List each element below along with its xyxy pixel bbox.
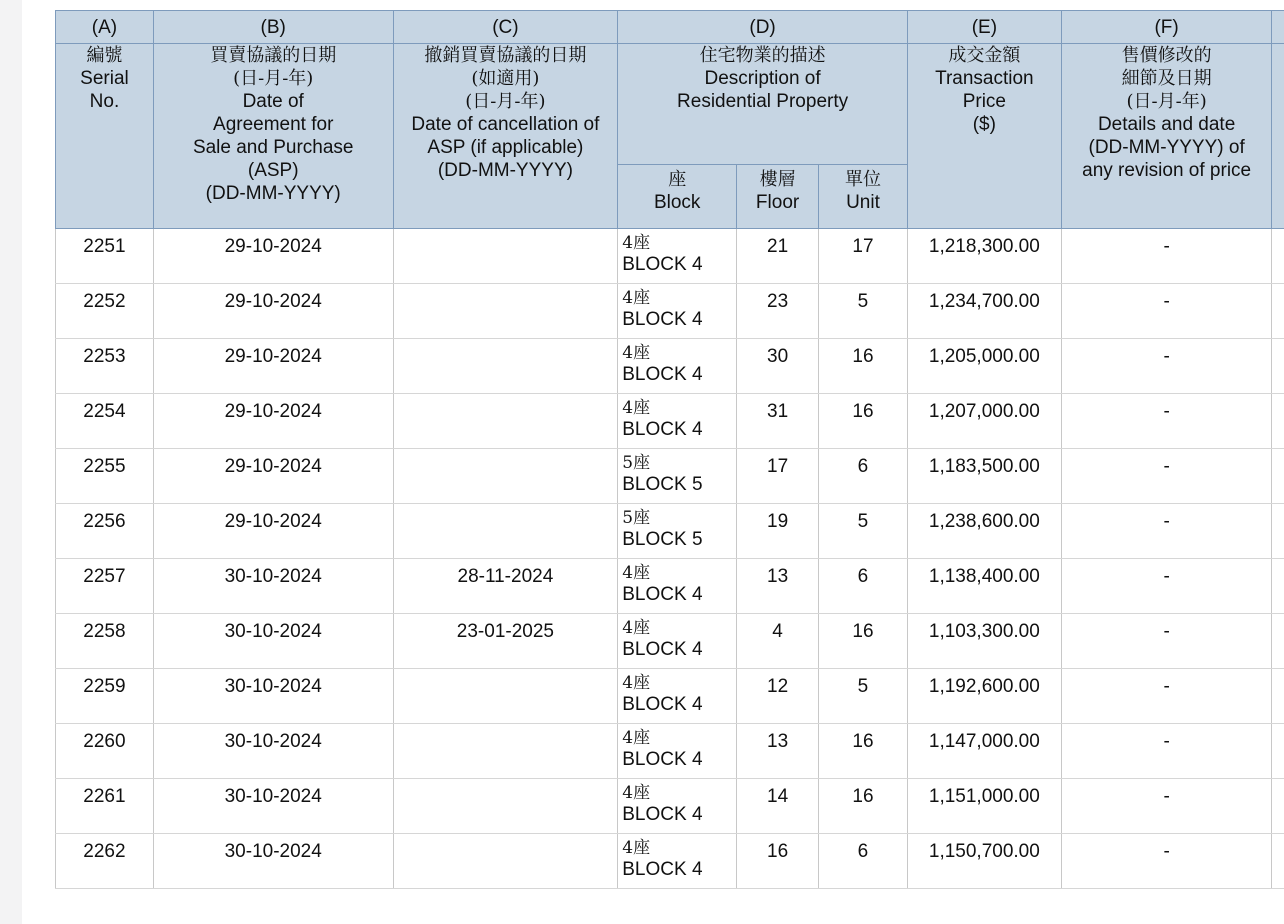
table-row [56, 504, 1284, 559]
col-c-zh-3: (日-月-年) [465, 91, 546, 112]
table-row [56, 284, 1284, 339]
unit-cell [819, 339, 908, 394]
revision-cell [1061, 669, 1272, 724]
price-cell [907, 559, 1061, 614]
col-c-en-3: (DD-MM-YYYY) [437, 160, 573, 181]
price-cell-text: 1,183,500.00 [928, 456, 1040, 477]
cancel-date-cell-text [394, 669, 618, 676]
floor-cell [737, 614, 819, 669]
unit-cell [819, 449, 908, 504]
asp-date-cell-text: 29-10-2024 [224, 236, 322, 257]
cancel-date-cell-text [394, 724, 618, 731]
asp-date-cell [153, 669, 393, 724]
col-e-en-2: Price [962, 91, 1006, 112]
col-a-en-2: No. [89, 91, 120, 112]
price-cell [907, 449, 1061, 504]
block-en: BLOCK 4 [622, 749, 703, 770]
cancel-date-cell [393, 614, 618, 669]
serial-cell [56, 339, 154, 394]
unit-cell-text: 16 [852, 401, 874, 422]
revision-cell [1061, 449, 1272, 504]
price-cell-text: 1,192,600.00 [928, 676, 1040, 697]
table-row [56, 779, 1284, 834]
block-en: BLOCK 4 [622, 419, 703, 440]
col-b-zh-1: 買賣協議的日期 [210, 45, 337, 66]
unit-cell-text: 5 [857, 291, 869, 312]
floor-cell [737, 449, 819, 504]
price-cell-text: 1,205,000.00 [928, 346, 1040, 367]
col-c-en-2: ASP (if applicable) [427, 137, 584, 158]
serial-cell [56, 669, 154, 724]
unit-cell [819, 559, 908, 614]
block-en: BLOCK 4 [622, 804, 703, 825]
block-en: BLOCK 4 [622, 694, 703, 715]
price-cell-text: 1,207,000.00 [928, 401, 1040, 422]
block-zh: 5座 [622, 508, 651, 528]
cancel-date-cell-text [394, 284, 618, 291]
col-b-en-1: Date of [242, 91, 304, 112]
table-row [56, 669, 1284, 724]
price-cell [907, 724, 1061, 779]
floor-cell-text: 23 [767, 291, 789, 312]
transaction-table [55, 10, 1284, 889]
unit-header-zh: 單位 [844, 169, 881, 190]
serial-cell [56, 559, 154, 614]
unit-cell [819, 229, 908, 284]
serial-cell [56, 614, 154, 669]
block-cell [618, 559, 737, 614]
block-zh: 4座 [622, 838, 651, 858]
block-en: BLOCK 4 [622, 254, 703, 275]
cancel-date-cell-text [394, 339, 618, 346]
col-f-en-3: any revision of price [1082, 160, 1252, 181]
revision-cell-text: - [1163, 731, 1170, 752]
unit-cell-text: 5 [857, 676, 869, 697]
floor-header-en: Floor [755, 192, 800, 213]
block-zh: 4座 [622, 673, 651, 693]
table-body [56, 229, 1284, 889]
block-zh: 4座 [622, 618, 651, 638]
asp-date-cell [153, 559, 393, 614]
revision-cell-text: - [1163, 236, 1170, 257]
cancel-date-cell-text [394, 394, 618, 401]
serial-cell [56, 449, 154, 504]
cancel-date-cell-text: 23-01-2025 [456, 621, 554, 642]
asp-date-cell-text: 29-10-2024 [224, 401, 322, 422]
table-row [56, 339, 1284, 394]
cancel-date-cell-text: 28-11-2024 [457, 566, 554, 587]
block-cell [618, 724, 737, 779]
col-d-en-2: Residential Property [677, 91, 849, 112]
block-zh: 4座 [622, 233, 651, 253]
serial-cell-text: 2262 [83, 841, 126, 862]
cancel-date-cell [393, 394, 618, 449]
price-cell-text: 1,151,000.00 [928, 786, 1040, 807]
serial-cell [56, 504, 154, 559]
col-d-unit-header [819, 165, 908, 229]
block-zh: 4座 [622, 288, 651, 308]
col-e-header [907, 44, 1061, 229]
asp-date-cell-text: 29-10-2024 [224, 346, 322, 367]
revision-cell [1061, 394, 1272, 449]
col-f-header [1061, 44, 1272, 229]
col-c-header [393, 44, 618, 229]
cancel-date-cell [393, 559, 618, 614]
asp-date-cell [153, 449, 393, 504]
floor-header-zh: 樓層 [759, 169, 796, 190]
block-zh: 4座 [622, 343, 651, 363]
unit-cell [819, 724, 908, 779]
block-en: BLOCK 4 [622, 309, 703, 330]
floor-cell-text: 12 [767, 676, 789, 697]
unit-cell [819, 834, 908, 889]
floor-cell-text: 19 [767, 511, 789, 532]
serial-cell [56, 394, 154, 449]
serial-cell-text: 2254 [83, 401, 126, 422]
stub-cell [1272, 724, 1284, 779]
cancel-date-cell [393, 779, 618, 834]
floor-cell [737, 834, 819, 889]
block-zh: 4座 [622, 398, 651, 418]
asp-date-cell-text: 30-10-2024 [224, 621, 322, 642]
price-cell [907, 394, 1061, 449]
col-g-stub-header [1272, 44, 1284, 229]
floor-cell-text: 30 [767, 346, 789, 367]
cancel-date-cell-text [394, 834, 618, 841]
price-cell-text: 1,238,600.00 [928, 511, 1040, 532]
block-zh: 5座 [622, 453, 651, 473]
stub-cell [1272, 614, 1284, 669]
col-a-letter: (A) [56, 11, 154, 44]
revision-cell [1061, 284, 1272, 339]
block-cell [618, 504, 737, 559]
block-cell [618, 229, 737, 284]
price-cell [907, 614, 1061, 669]
price-cell-text: 1,138,400.00 [928, 566, 1040, 587]
asp-date-cell-text: 30-10-2024 [224, 786, 322, 807]
unit-cell-text: 16 [852, 621, 874, 642]
unit-cell-text: 17 [852, 236, 874, 257]
col-f-en-1: Details and date [1097, 114, 1236, 135]
col-a-header [56, 44, 154, 229]
block-cell [618, 614, 737, 669]
stub-cell [1272, 559, 1284, 614]
serial-cell [56, 724, 154, 779]
stub-cell [1272, 504, 1284, 559]
col-b-header [153, 44, 393, 229]
serial-cell-text: 2259 [83, 676, 126, 697]
col-c-en-1: Date of cancellation of [411, 114, 600, 135]
revision-cell [1061, 724, 1272, 779]
col-g-stub [1272, 11, 1284, 44]
floor-cell [737, 559, 819, 614]
unit-cell-text: 16 [852, 346, 874, 367]
col-c-zh-2: (如適用) [471, 68, 540, 89]
table-row [56, 724, 1284, 779]
col-d-header [618, 44, 908, 165]
asp-date-cell-text: 30-10-2024 [224, 841, 322, 862]
asp-date-cell-text: 29-10-2024 [224, 511, 322, 532]
col-d-en-1: Description of [704, 68, 821, 89]
block-cell [618, 339, 737, 394]
revision-cell-text: - [1163, 346, 1170, 367]
col-d-floor-header [737, 165, 819, 229]
serial-cell-text: 2258 [83, 621, 126, 642]
price-cell-text: 1,147,000.00 [928, 731, 1040, 752]
block-cell [618, 449, 737, 504]
table-row [56, 394, 1284, 449]
price-cell [907, 834, 1061, 889]
asp-date-cell [153, 834, 393, 889]
floor-cell-text: 16 [767, 841, 789, 862]
serial-cell-text: 2253 [83, 346, 126, 367]
cancel-date-cell [393, 449, 618, 504]
serial-cell [56, 284, 154, 339]
revision-cell-text: - [1163, 511, 1170, 532]
cancel-date-cell-text [394, 504, 618, 511]
block-en: BLOCK 5 [622, 529, 703, 550]
unit-cell-text: 5 [857, 511, 869, 532]
floor-cell-text: 13 [767, 731, 789, 752]
serial-cell-text: 2255 [83, 456, 126, 477]
block-zh: 4座 [622, 728, 651, 748]
floor-cell [737, 669, 819, 724]
stub-cell [1272, 284, 1284, 339]
asp-date-cell-text: 30-10-2024 [224, 676, 322, 697]
unit-cell [819, 669, 908, 724]
price-cell [907, 504, 1061, 559]
revision-cell [1061, 834, 1272, 889]
col-b-en-4: (ASP) [247, 160, 299, 181]
col-f-zh-3: (日-月-年) [1126, 91, 1207, 112]
serial-cell-text: 2256 [83, 511, 126, 532]
asp-date-cell-text: 29-10-2024 [224, 456, 322, 477]
block-cell [618, 779, 737, 834]
price-cell [907, 229, 1061, 284]
stub-cell [1272, 779, 1284, 834]
asp-date-cell [153, 394, 393, 449]
table-row [56, 834, 1284, 889]
col-e-zh: 成交金額 [948, 45, 1021, 66]
stub-cell [1272, 339, 1284, 394]
col-c-zh-1: 撤銷買賣協議的日期 [424, 45, 587, 66]
price-cell-text: 1,150,700.00 [928, 841, 1040, 862]
revision-cell-text: - [1163, 676, 1170, 697]
revision-cell [1061, 504, 1272, 559]
col-d-zh: 住宅物業的描述 [699, 45, 826, 66]
cancel-date-cell [393, 284, 618, 339]
floor-cell [737, 339, 819, 394]
floor-cell [737, 724, 819, 779]
revision-cell [1061, 339, 1272, 394]
col-f-zh-1: 售價修改的 [1121, 45, 1212, 66]
price-cell-text: 1,103,300.00 [928, 621, 1040, 642]
revision-cell-text: - [1163, 841, 1170, 862]
col-b-en-3: Sale and Purchase [192, 137, 354, 158]
col-f-en-2: (DD-MM-YYYY) of [1088, 137, 1245, 158]
price-cell [907, 339, 1061, 394]
table-row [56, 229, 1284, 284]
floor-cell [737, 229, 819, 284]
unit-cell [819, 394, 908, 449]
block-cell [618, 284, 737, 339]
revision-cell [1061, 779, 1272, 834]
table-row [56, 449, 1284, 504]
floor-cell-text: 14 [767, 786, 789, 807]
unit-cell [819, 284, 908, 339]
price-cell-text: 1,218,300.00 [928, 236, 1040, 257]
block-cell [618, 834, 737, 889]
price-cell [907, 284, 1061, 339]
revision-cell-text: - [1163, 456, 1170, 477]
revision-cell-text: - [1163, 621, 1170, 642]
col-e-letter: (E) [907, 11, 1061, 44]
serial-cell-text: 2260 [83, 731, 126, 752]
col-a-zh: 編號 [86, 45, 123, 66]
unit-cell-text: 16 [852, 731, 874, 752]
block-header-zh: 座 [668, 169, 687, 190]
col-d-block-header [618, 165, 737, 229]
col-b-en-5: (DD-MM-YYYY) [205, 183, 341, 204]
col-b-letter: (B) [153, 11, 393, 44]
revision-cell [1061, 559, 1272, 614]
stub-cell [1272, 449, 1284, 504]
col-f-letter: (F) [1061, 11, 1272, 44]
cancel-date-cell [393, 339, 618, 394]
asp-date-cell [153, 724, 393, 779]
asp-date-cell-text: 30-10-2024 [224, 566, 322, 587]
cancel-date-cell [393, 229, 618, 284]
stub-cell [1272, 669, 1284, 724]
floor-cell-text: 21 [767, 236, 789, 257]
cancel-date-cell [393, 669, 618, 724]
col-f-zh-2: 細節及日期 [1121, 68, 1212, 89]
table-row [56, 559, 1284, 614]
column-title-row [56, 44, 1284, 165]
floor-cell [737, 504, 819, 559]
serial-cell-text: 2257 [83, 566, 126, 587]
block-zh: 4座 [622, 563, 651, 583]
serial-cell-text: 2261 [83, 786, 126, 807]
col-e-en-1: Transaction [935, 68, 1034, 89]
serial-cell [56, 779, 154, 834]
block-en: BLOCK 4 [622, 364, 703, 385]
asp-date-cell [153, 229, 393, 284]
block-cell [618, 394, 737, 449]
asp-date-cell [153, 779, 393, 834]
price-cell-text: 1,234,700.00 [928, 291, 1040, 312]
serial-cell-text: 2251 [83, 236, 126, 257]
revision-cell-text: - [1163, 291, 1170, 312]
floor-cell-text: 17 [767, 456, 789, 477]
asp-date-cell-text: 29-10-2024 [224, 291, 322, 312]
cancel-date-cell [393, 724, 618, 779]
stub-cell [1272, 394, 1284, 449]
column-letter-row [56, 11, 1284, 44]
floor-cell-text: 31 [767, 401, 789, 422]
block-en: BLOCK 4 [622, 639, 703, 660]
cancel-date-cell [393, 504, 618, 559]
revision-cell-text: - [1163, 401, 1170, 422]
cancel-date-cell [393, 834, 618, 889]
floor-cell [737, 779, 819, 834]
col-a-en-1: Serial [80, 68, 129, 89]
price-cell [907, 669, 1061, 724]
unit-cell-text: 6 [857, 566, 869, 587]
stub-cell [1272, 229, 1284, 284]
floor-cell-text: 4 [772, 621, 783, 642]
revision-cell-text: - [1163, 786, 1170, 807]
unit-cell-text: 6 [857, 841, 869, 862]
unit-cell [819, 504, 908, 559]
col-b-en-2: Agreement for [213, 114, 334, 135]
block-cell [618, 669, 737, 724]
unit-cell-text: 6 [857, 456, 869, 477]
serial-cell-text: 2252 [83, 291, 126, 312]
asp-date-cell-text: 30-10-2024 [224, 731, 322, 752]
block-header-en: Block [653, 192, 701, 213]
asp-date-cell [153, 504, 393, 559]
col-b-zh-2: (日-月-年) [233, 68, 314, 89]
block-zh: 4座 [622, 783, 651, 803]
price-cell [907, 779, 1061, 834]
serial-cell [56, 229, 154, 284]
floor-cell [737, 284, 819, 339]
serial-cell [56, 834, 154, 889]
unit-cell [819, 614, 908, 669]
cancel-date-cell-text [394, 779, 618, 786]
col-e-en-3: ($) [972, 114, 996, 135]
cancel-date-cell-text [394, 449, 618, 456]
unit-cell-text: 16 [852, 786, 874, 807]
stub-cell [1272, 834, 1284, 889]
asp-date-cell [153, 614, 393, 669]
unit-cell [819, 779, 908, 834]
floor-cell-text: 13 [767, 566, 789, 587]
col-d-letter: (D) [618, 11, 908, 44]
unit-header-en: Unit [846, 192, 880, 213]
asp-date-cell [153, 339, 393, 394]
revision-cell-text: - [1163, 566, 1170, 587]
asp-date-cell [153, 284, 393, 339]
table-row [56, 614, 1284, 669]
cancel-date-cell-text [394, 229, 618, 236]
col-c-letter: (C) [393, 11, 618, 44]
revision-cell [1061, 614, 1272, 669]
floor-cell [737, 394, 819, 449]
block-en: BLOCK 4 [622, 859, 703, 880]
revision-cell [1061, 229, 1272, 284]
block-en: BLOCK 5 [622, 474, 703, 495]
block-en: BLOCK 4 [622, 584, 703, 605]
